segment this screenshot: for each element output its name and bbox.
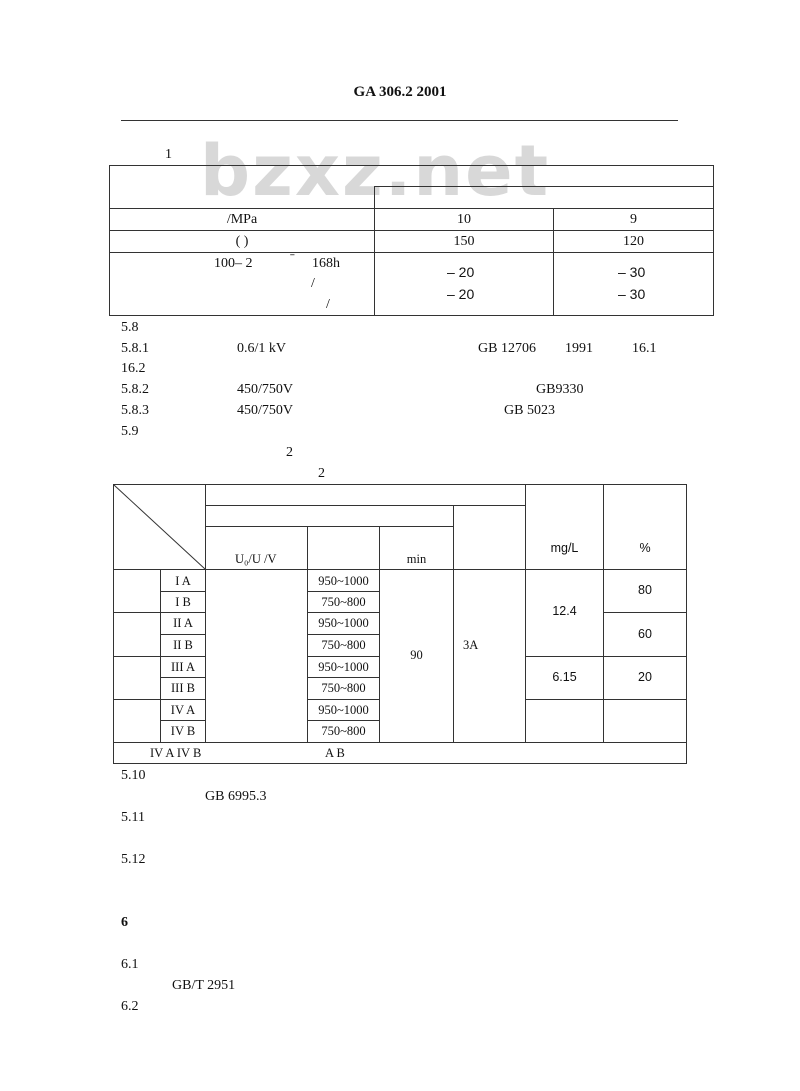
clause-5-8-1-continuation: 16.2	[121, 361, 146, 376]
clause-5-8-1-number: 5.8.1	[121, 341, 149, 356]
table2-class: III A	[171, 660, 195, 674]
clause-5-12: 5.12	[121, 852, 146, 867]
table2-note-ab: A B	[325, 746, 345, 760]
page-header: GA 306.2 2001	[353, 84, 447, 100]
table2-class: III B	[171, 681, 195, 695]
table2-label: 2	[318, 466, 325, 481]
table1-row-aging-value-1a: – 20	[447, 264, 475, 280]
table2-class: IV B	[170, 724, 196, 738]
clause-6-1-standard: GB/T 2951	[172, 978, 236, 993]
table2-head-mgl: mg/L	[550, 541, 579, 555]
table1-row-aging-slash-2: /	[326, 297, 330, 312]
table2-class: I B	[175, 595, 191, 609]
table2-head-voltage: U₀/U /V	[235, 552, 277, 566]
table2-class: I A	[175, 574, 191, 588]
clause-5-11: 5.11	[121, 810, 145, 825]
table2-voltage: 950~1000	[318, 703, 369, 717]
clause-5-8-1-standard: GB 12706	[478, 341, 536, 356]
table1-row-mpa-value-1: 10	[457, 212, 471, 227]
clause-5-8-3-number: 5.8.3	[121, 403, 149, 418]
watermark-logo: bzxz.net	[200, 130, 551, 212]
table1-row-aging-value-2a: – 30	[618, 264, 646, 280]
table2-time: 90	[410, 648, 423, 662]
table2-voltage: 750~800	[321, 638, 366, 652]
table1-row-mpa-value-2: 9	[630, 212, 637, 227]
table2-class: II B	[173, 638, 193, 652]
table2-class: II A	[173, 616, 193, 630]
clause-5-9-table-ref: 2	[286, 445, 293, 460]
table2-class: IV A	[170, 703, 196, 717]
table1-row-paren-value-1: 150	[453, 234, 475, 249]
clause-5-8-3-voltage: 450/750V	[237, 403, 293, 418]
table1-row-paren-value-2: 120	[623, 234, 644, 249]
table2-head-min: min	[406, 552, 427, 566]
clause-6-1: 6.1	[121, 957, 139, 972]
clause-5-8-1-voltage: 0.6/1 kV	[237, 341, 286, 356]
clause-5-8-2-standard: GB9330	[536, 382, 584, 397]
table2-mgl-1: 12.4	[552, 604, 577, 618]
clause-5-8: 5.8	[121, 320, 139, 335]
table2-voltage: 950~1000	[318, 616, 369, 630]
table2-head-percent: %	[639, 541, 651, 555]
clause-5-8-3-standard: GB 5023	[504, 403, 555, 418]
table1-row-aging-duration: 168h	[312, 256, 340, 271]
table2-voltage: 950~1000	[318, 660, 369, 674]
clause-5-8-1-section: 16.1	[632, 341, 657, 356]
clause-5-8-2-number: 5.8.2	[121, 382, 149, 397]
clause-6-2: 6.2	[121, 999, 139, 1014]
table1-row-paren-label: ( )	[235, 234, 249, 249]
table2-voltage: 750~800	[321, 595, 366, 609]
table1-row-aging-mark: ˉ	[290, 252, 295, 267]
clause-5-8-2-voltage: 450/750V	[237, 382, 293, 397]
clause-5-10-standard: GB 6995.3	[205, 789, 267, 804]
table2-voltage: 750~800	[321, 681, 366, 695]
table2-percent-3: 20	[638, 670, 652, 684]
table2-voltage: 750~800	[321, 724, 366, 738]
table2-percent-1: 80	[638, 583, 652, 597]
table1-row-aging-slash-1: /	[311, 276, 315, 291]
table2-voltage: 950~1000	[318, 574, 369, 588]
table1-row-mpa-label: /MPa	[226, 212, 258, 227]
table2-note-classes: IV A IV B	[150, 746, 202, 760]
table1-label: 1	[165, 147, 172, 162]
clause-5-10: 5.10	[121, 768, 146, 783]
clause-5-8-1-year: 1991	[565, 341, 593, 356]
table1-row-aging-label: 100– 2	[214, 256, 253, 271]
clause-5-9: 5.9	[121, 424, 139, 439]
section-6-heading: 6	[121, 915, 128, 930]
table1-row-aging-value-1b: – 20	[447, 286, 475, 302]
table2-current: 3A	[463, 638, 479, 652]
table2-percent-2: 60	[638, 627, 652, 641]
table2-mgl-2: 6.15	[552, 670, 577, 684]
table1-row-aging-value-2b: – 30	[618, 286, 646, 302]
